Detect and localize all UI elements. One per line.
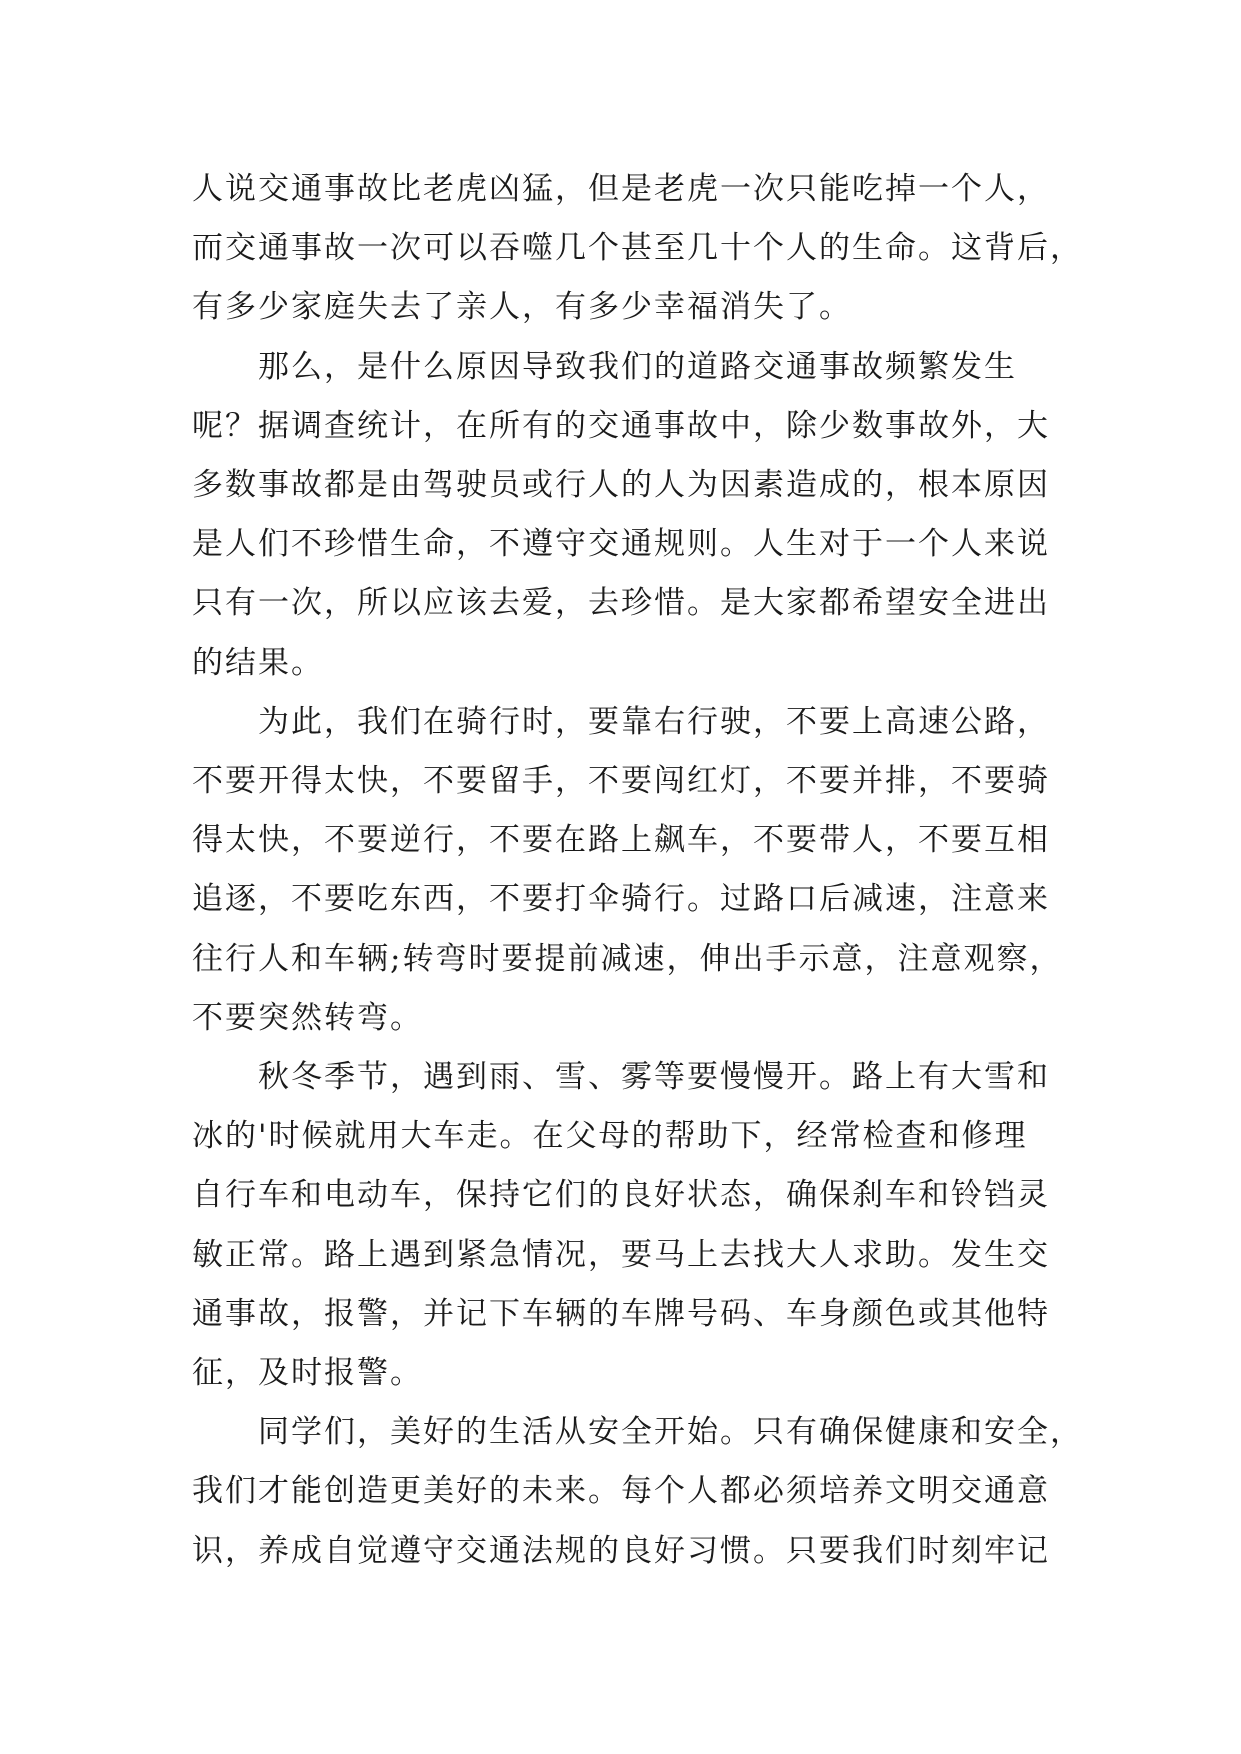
text-line: 呢？据调查统计，在所有的交通事故中，除少数事故外，大 — [192, 407, 1050, 444]
text-line: 只有一次，所以应该去爱，去珍惜。是大家都希望安全进出 — [192, 585, 1050, 622]
paragraph-1 — [192, 160, 1092, 338]
text-line: 敏正常。路上遇到紧急情况，要马上去找大人求助。发生交 — [192, 1236, 1050, 1273]
text-line: 往行人和车辆;转弯时要提前减速，伸出手示意，注意观察， — [192, 940, 1063, 977]
text-line: 追逐，不要吃东西，不要打伞骑行。过路口后减速，注意来 — [192, 881, 1050, 918]
text-line: 不要突然转弯。 — [192, 999, 423, 1036]
text-line: 征，及时报警。 — [192, 1355, 423, 1392]
text-line: 通事故，报警，并记下车辆的车牌号码、车身颜色或其他特 — [192, 1295, 1050, 1332]
text-line: 识，养成自觉遵守交通法规的良好习惯。只要我们时刻牢记 — [192, 1532, 1050, 1569]
text-line: 多数事故都是由驾驶员或行人的人为因素造成的，根本原因 — [192, 467, 1050, 504]
text-line: 我们才能创造更美好的未来。每个人都必须培养文明交通意 — [192, 1473, 1050, 1510]
text-line: 自行车和电动车，保持它们的良好状态，确保刹车和铃铛灵 — [192, 1177, 1050, 1214]
text-line: 有多少家庭失去了亲人，有多少幸福消失了。 — [192, 289, 852, 326]
paragraph-3 — [192, 693, 1092, 1048]
paragraph-5 — [192, 1403, 1092, 1581]
text-line: 冰的'时候就用大车走。在父母的帮助下，经常检查和修理 — [192, 1118, 1028, 1155]
text-line: 而交通事故一次可以吞噬几个甚至几十个人的生命。这背后， — [192, 230, 1083, 267]
text-line: 那么，是什么原因导致我们的道路交通事故频繁发生 — [258, 348, 1017, 385]
paragraph-4 — [192, 1048, 1092, 1403]
text-line: 的结果。 — [192, 644, 324, 681]
text-line: 人说交通事故比老虎凶猛，但是老虎一次只能吃掉一个人， — [192, 171, 1050, 207]
text-line: 是人们不珍惜生命，不遵守交通规则。人生对于一个人来说 — [192, 526, 1050, 563]
text-line: 秋冬季节，遇到雨、雪、雾等要慢慢开。路上有大雪和 — [258, 1059, 1050, 1096]
text-line: 为此，我们在骑行时，要靠右行驶，不要上高速公路， — [258, 703, 1050, 740]
paragraph-2 — [192, 338, 1092, 693]
text-line: 不要开得太快，不要留手，不要闯红灯，不要并排，不要骑 — [192, 763, 1050, 800]
text-line: 同学们，美好的生活从安全开始。只有确保健康和安全， — [258, 1414, 1083, 1451]
text-line: 得太快，不要逆行，不要在路上飙车，不要带人，不要互相 — [192, 822, 1050, 859]
document-body — [192, 160, 1092, 1581]
